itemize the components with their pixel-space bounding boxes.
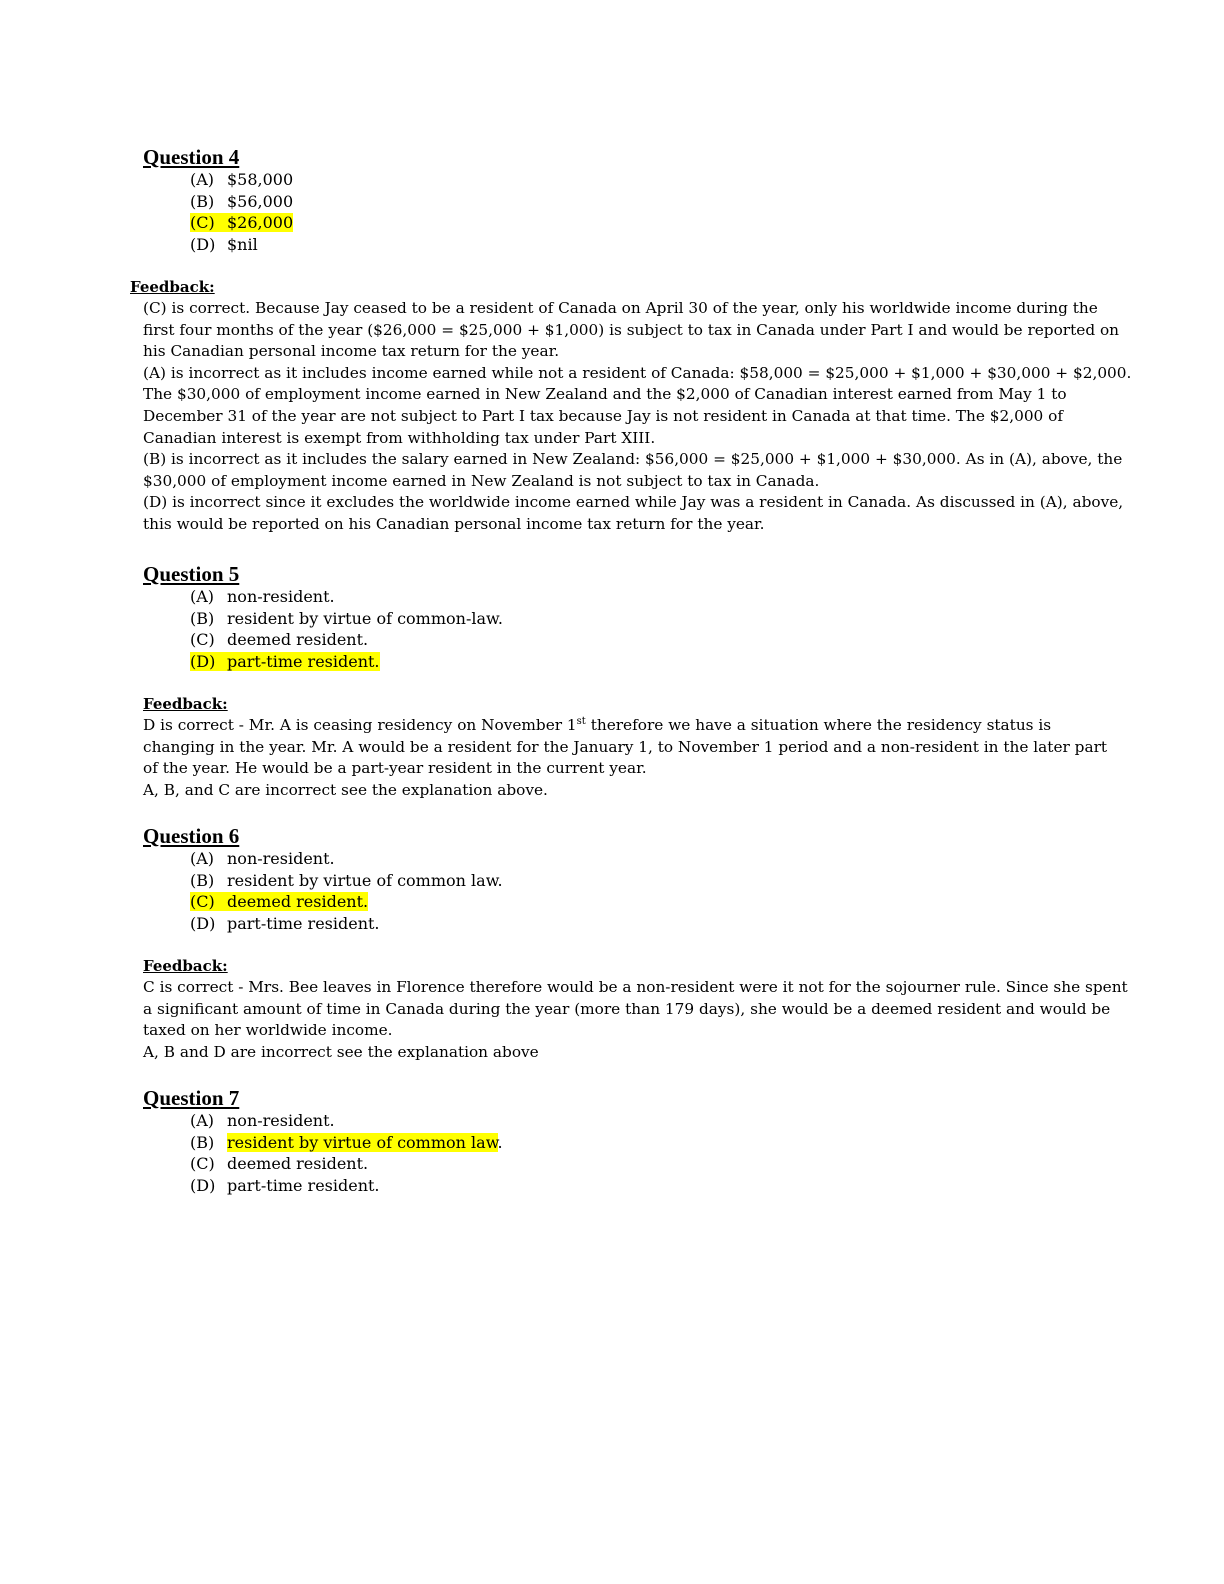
feedback-paragraph: A, B, and C are incorrect see the explanation above.	[143, 780, 548, 799]
feedback-paragraph: A, B and D are incorrect see the explanation above	[143, 1042, 539, 1061]
feedback-label: Feedback:	[143, 957, 228, 975]
option-d: (D) part-time resident.	[190, 1175, 380, 1195]
question-5-options	[190, 586, 503, 672]
question-6-title: Question 6	[143, 824, 240, 848]
option-a: (A) $58,000	[190, 170, 294, 189]
option-a: (A) non-resident.	[190, 587, 335, 606]
question-4-options	[190, 169, 293, 255]
question-4-feedback	[143, 298, 1133, 536]
option-c: (C) deemed resident.	[190, 630, 369, 650]
question-7-options	[190, 1110, 503, 1196]
feedback-label: Feedback:	[143, 695, 228, 713]
option-a: (A) non-resident.	[190, 849, 335, 868]
option-a: (A) non-resident.	[190, 1111, 335, 1130]
feedback-paragraph: (C) is correct. Because Jay ceased to be a resident of Canada on April 30 of the year, only his worldwide income during the first four months of the year ($26,000 = $25,000 + $1,000) is subject to tax in Canada under Part I and would be reported on his Canadian personal income tax return for the year.	[143, 299, 1120, 361]
feedback-paragraph: (D) is incorrect since it excludes the worldwide income earned while Jay was a resident in Canada. As discussed in (A), above, this would be reported on his Canadian personal income tax return for the year.	[143, 493, 1124, 533]
option-c-selected: (C) $26,000	[190, 213, 294, 233]
option-c: (C) deemed resident.	[190, 1154, 369, 1174]
question-5-feedback	[143, 715, 1118, 801]
feedback-paragraph: (B) is incorrect as it includes the salary earned in New Zealand: $56,000 = $25,000 + $1,000 + $30,000. As in (A), above, the $30,000 of employment income earned in New Zealand is not subject to tax in Canada.	[143, 450, 1123, 490]
feedback-paragraph: C is correct - Mrs. Bee leaves in Florence therefore would be a non-resident were it not for the sojourner rule. Since she spent a significant amount of time in Canada during the year (more than 179 days), she would be a deemed resident and would be taxed on her worldwide income.	[143, 978, 1128, 1040]
option-b-selected: (B) resident by virtue of common law.	[190, 1132, 503, 1152]
question-4-title: Question 4	[143, 145, 240, 169]
option-d: (D) $nil	[190, 234, 258, 254]
option-c-selected: (C) deemed resident.	[190, 892, 369, 912]
option-b: (B) $56,000	[190, 191, 294, 211]
option-d: (D) part-time resident.	[190, 913, 380, 933]
option-b: (B) resident by virtue of common law.	[190, 870, 503, 890]
question-6-options	[190, 848, 503, 934]
feedback-paragraph: D is correct - Mr. A is ceasing residency on November 1st therefore we have a situation where the residency status is changing in the year. Mr. A would be a resident for the January 1, to November 1 period and a non-resident in the later part of the year. He would be a part-year resident in the current year.	[143, 715, 1108, 778]
feedback-label: Feedback:	[130, 278, 215, 296]
feedback-paragraph: (A) is incorrect as it includes income earned while not a resident of Canada: $58,000 = $25,000 + $1,000 + $30,000 + $2,000. The $30,000 of employment income earned in New Zealand and the $2,000 of Canadian interest earned from May 1 to December 31 of the year are not subject to Part I tax because Jay is not resident in Canada at that time. The $2,000 of Canadian interest is exempt from withholding tax under Part XIII.	[143, 363, 1132, 447]
question-6-feedback	[143, 977, 1138, 1063]
question-7-title: Question 7	[143, 1086, 240, 1110]
question-5-title: Question 5	[143, 562, 240, 586]
option-d-selected: (D) part-time resident.	[190, 651, 380, 671]
option-b: (B) resident by virtue of common-law.	[190, 608, 503, 628]
